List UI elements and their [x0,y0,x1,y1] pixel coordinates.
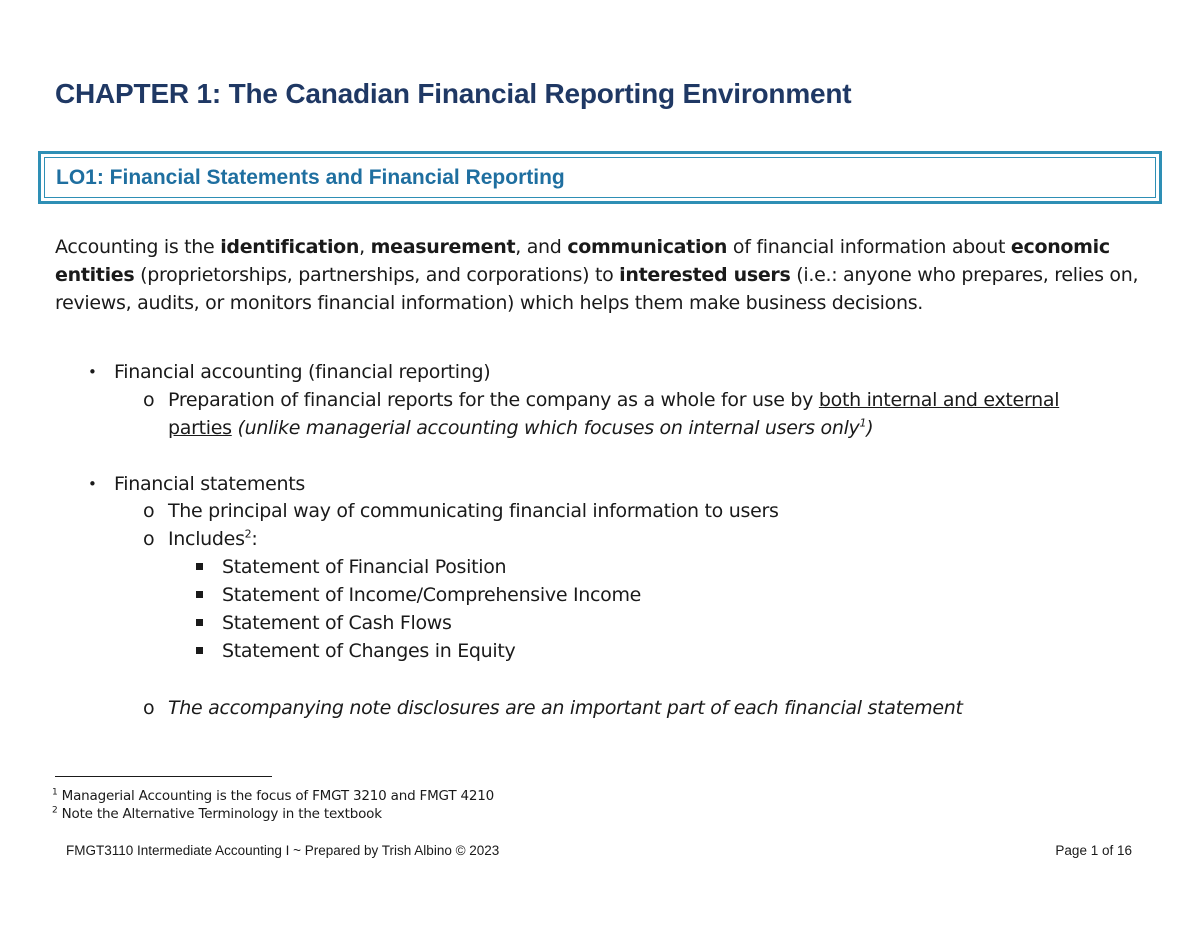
statement-item [196,609,452,637]
list-subitem-text: The accompanying note disclosures are an important part of each financial statement [168,697,963,719]
intro-text: (i.e.: anyone who prepares, relies on, reviews, audits, or monitors financial information) which helps them make business decisions. [55,264,1139,314]
statement-item [196,581,641,609]
list-subitem-text: Preparation of financial reports for the company as a whole for use by [168,389,819,411]
footnote-text: Managerial Accounting is the focus of FMGT 3210 and FMGT 4210 [57,788,495,804]
circle-bullet-icon: o [143,697,155,719]
statement-item [196,553,506,581]
learning-objective-box [38,151,1162,204]
intro-text: , and [515,236,568,258]
term-interested-users: interested users [619,264,791,286]
bullet-icon: • [88,363,97,381]
statement-item [196,637,516,665]
statement-item-label: Statement of Cash Flows [222,612,452,634]
footnote-1 [52,787,494,805]
statement-item-label: Statement of Income/Comprehensive Income [222,584,642,606]
footnote-text: Note the Alternative Terminology in the textbook [57,806,382,822]
page-footer-credit: FMGT3110 Intermediate Accounting I ~ Prepared by Trish Albino © 2023 [66,843,500,858]
list-subitem-text: The principal way of communicating financial information to users [168,500,779,522]
page-number: Page 1 of 16 [1055,843,1132,858]
italic-close: ) [866,417,874,439]
list-item-label: Financial statements [114,473,305,495]
italic-note: (unlike managerial accounting which focuses on internal users only [237,417,860,439]
list-item-label: Financial accounting (financial reporting) [114,361,491,383]
footnote-ref-1: 1 [859,416,867,430]
term-measurement: measurement [370,236,516,258]
list-subitem-text: Includes [168,528,245,550]
list-item-financial-statements [88,470,305,498]
list-subitem-principal-way [143,497,779,525]
statement-item-label: Statement of Changes in Equity [222,640,516,662]
underlined-text: both internal and external parties [168,389,1060,439]
intro-text: of financial information about [727,236,1011,258]
bullet-icon: • [88,475,97,493]
square-bullet-icon [196,563,203,570]
intro-text: Accounting is the [55,236,221,258]
square-bullet-icon [196,591,203,598]
intro-text: , [359,236,371,258]
intro-text: (proprietorships, partnerships, and corporations) to [134,264,620,286]
square-bullet-icon [196,619,203,626]
list-item-financial-accounting [88,358,490,386]
circle-bullet-icon: o [143,528,155,550]
footnote-number: 2 [52,805,58,816]
square-bullet-icon [196,647,203,654]
list-subitem-preparation [143,386,1103,442]
statement-item-label: Statement of Financial Position [222,556,507,578]
circle-bullet-icon: o [143,500,155,522]
term-economic-entities: economic entities [55,236,1110,286]
footnote-separator [55,776,272,777]
intro-paragraph [55,233,1145,317]
term-identification: identification [220,236,360,258]
list-subitem-note-disclosures [143,694,963,722]
footnote-ref-2: 2 [244,527,252,541]
colon-text: : [251,528,258,550]
chapter-title: CHAPTER 1: The Canadian Financial Reporting Environment [55,78,852,109]
term-communication: communication [567,236,728,258]
circle-bullet-icon: o [143,389,155,411]
footnote-number: 1 [52,787,58,798]
footnote-2 [52,805,382,823]
learning-objective-heading: LO1: Financial Statements and Financial Reporting [56,166,565,189]
list-subitem-includes [143,525,257,553]
